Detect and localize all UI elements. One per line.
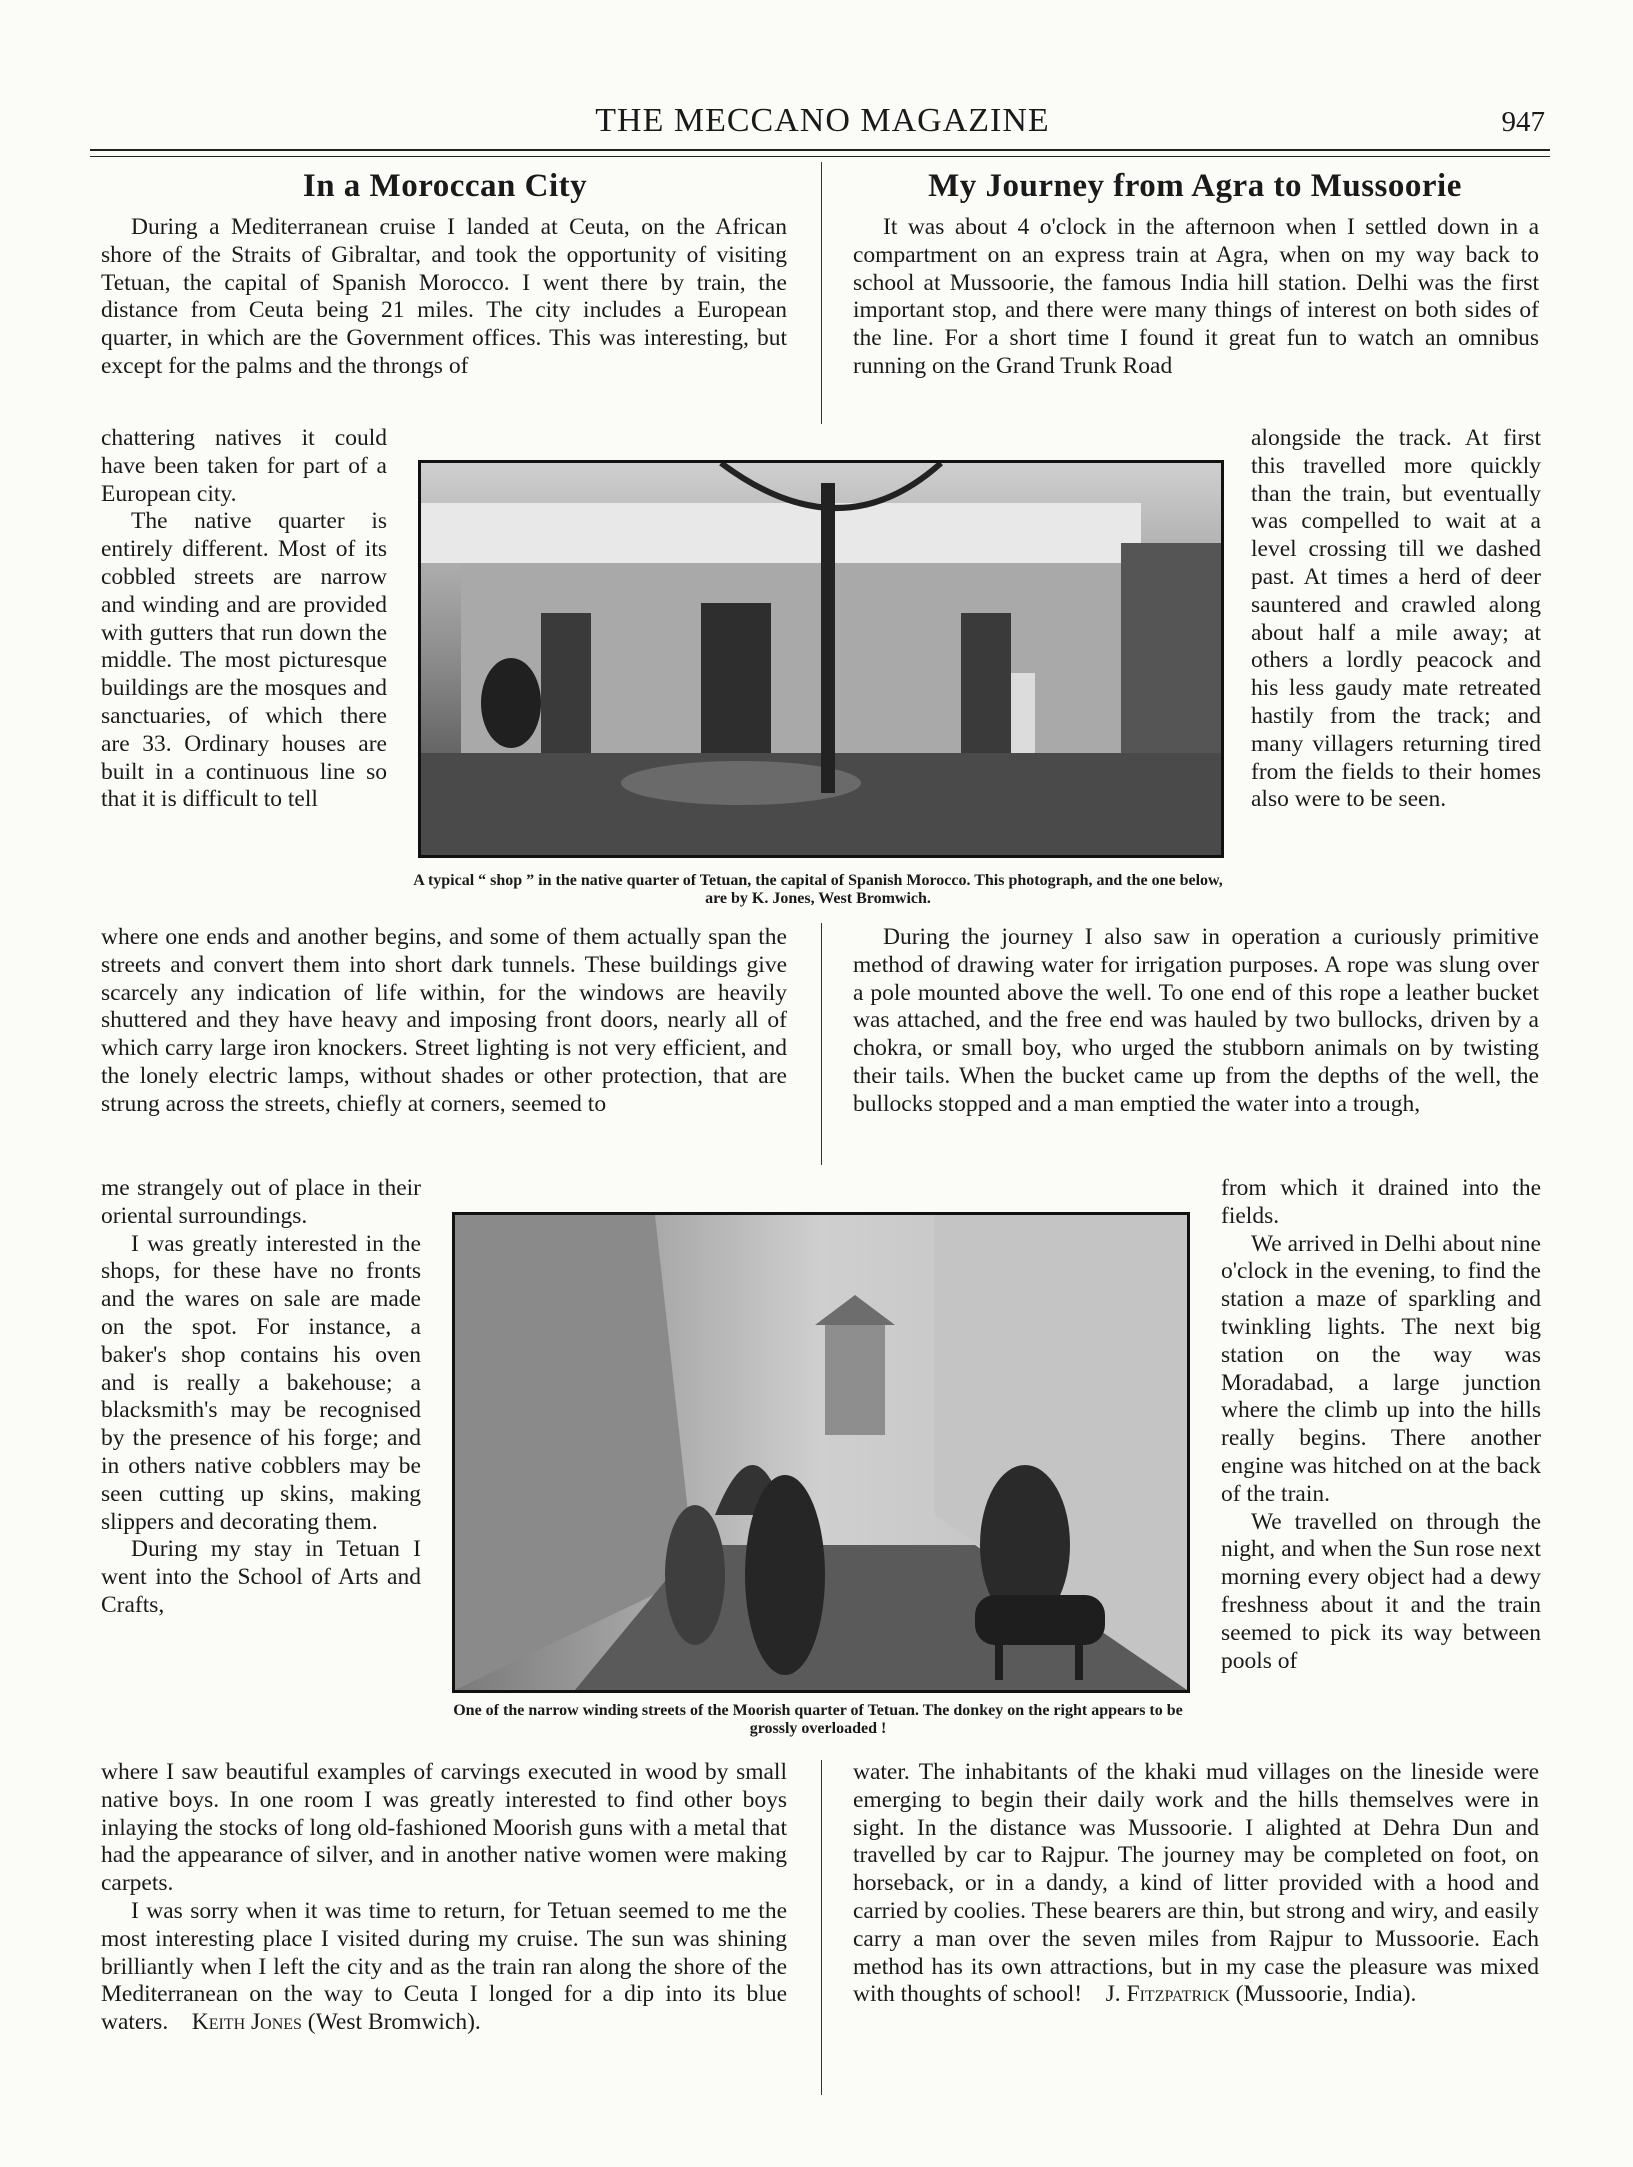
left-mid-text <box>101 924 787 1119</box>
right-paragraph-2b: from which it drained into the fields. <box>1221 1175 1541 1229</box>
right-mid-text <box>853 924 1539 1119</box>
left-paragraph-4b: where I saw beautiful examples of carvings executed in wood by small native boys. In one room I was greatly interested to find other boys inlaying the stocks of long old-fashioned Moorish guns with a metal that had the appearance of silver, and in another native women were making carpets. <box>101 1759 787 1897</box>
right-narrow-column-1 <box>1251 425 1541 814</box>
column-divider-bottom <box>821 1760 822 2095</box>
photo-street-caption: One of the narrow winding streets of the Moorish quarter of Tetuan. The donkey on the right appears to be grossly overloaded ! <box>453 1702 1183 1737</box>
left-author-name: Keith Jones <box>191 2009 302 2036</box>
magazine-title: THE MECCANO MAGAZINE <box>595 102 1050 139</box>
column-divider-middle <box>821 923 822 1165</box>
left-intro-text <box>101 214 787 381</box>
photo-shop-image <box>421 463 1221 855</box>
left-paragraph-5 <box>101 1898 787 2037</box>
photo-street-image <box>455 1215 1187 1690</box>
left-paragraph-5-text: I was sorry when it was time to return, for Tetuan seemed to me the most interesting place I visited during my cruise. The sun was shining brilliantly when I left the city and as the train ran along the shore of the Mediterranean on the way to Ceuta I longed for a dip into its blue waters. <box>101 1897 787 2036</box>
column-divider-top <box>821 162 822 424</box>
left-narrow-column-1 <box>101 425 387 814</box>
left-paragraph-2b: where one ends and another begins, and some of them actually span the streets and convert them into short dark tunnels. These buildings give scarcely any indication of life within, for the windows are heavily shuttered and they have heavy and imposing front doors, nearly all of which carry large iron knockers. Street lighting is not very efficient, and the lonely electric lamps, without shades or other protection, that are strung across the streets, chiefly at corners, seemed to <box>101 924 787 1117</box>
right-paragraph-1b: alongside the track. At first this travelled more quickly than the train, but eventually was compelled to wait at a level crossing till we dashed past. At times a herd of deer sauntered and crawled along about half a mile away; at others a lordly peacock and his less gaudy mate retreated hastily from the track; and many villagers returning tired from the fields to their homes also were to be seen. <box>1251 425 1541 813</box>
left-paragraph-1b: chattering natives it could have been taken for part of a European city. <box>101 425 387 507</box>
left-author-place: (West Bromwich). <box>307 2009 481 2036</box>
photo-shop-caption: A typical “ shop ” in the native quarter of Tetuan, the capital of Spanish Morocco. This photograph, and the one below, are by K. Jones, West Bromwich. <box>413 872 1223 907</box>
left-narrow-column-2 <box>101 1175 421 1620</box>
left-paragraph-1a: During a Mediterranean cruise I landed at Ceuta, on the African shore of the Straits of Gibraltar, and took the opportunity of visiting Tetuan, the capital of Spanish Morocco. I went there by train, the distance from Ceuta being 21 miles. The city includes a European quarter, in which are the Government offices. This was interesting, but except for the palms and the throngs of <box>101 214 787 379</box>
right-intro-text <box>853 214 1539 381</box>
page-header <box>90 102 1555 146</box>
photo-shop-tetuan <box>418 460 1224 858</box>
photo-street-tetuan <box>452 1212 1190 1693</box>
left-paragraph-4a: During my stay in Tetuan I went into the School of Arts and Crafts, <box>101 1536 421 1618</box>
left-paragraph-3: I was greatly interested in the shops, for these have no fronts and the wares on sale are made on the spot. For instance, a baker's shop contains his oven and is really a bakehouse; a blacksmith's may be recognised by the presence of his forge; and in others native cobblers may be seen cutting up skins, making slippers and decorating them. <box>101 1230 421 1535</box>
right-paragraph-4b <box>853 1759 1539 2009</box>
left-paragraph-2c: me strangely out of place in their oriental surroundings. <box>101 1175 421 1229</box>
right-paragraph-1a: It was about 4 o'clock in the afternoon when I settled down in a compartment on an express train at Agra, when on my way back to school at Mussoorie, the famous India hill station. Delhi was the first important stop, and there were many things of interest on both sides of the line. For a short time I found it great fun to watch an omnibus running on the Grand Trunk Road <box>853 214 1539 379</box>
right-paragraph-4b-text: water. The inhabitants of the khaki mud villages on the lineside were emerging to begin their daily work and the hills themselves were in sight. In the distance was Mussoorie. I alighted at Dehra Dun and travelled by car to Rajpur. The journey may be completed on foot, on horseback, or in a dandy, a kind of litter provided with a hood and carried by coolies. These bearers are thin, but strong and wiry, and easily carry a man over the seven miles from Rajpur to Mussoorie. Each method has its own attractions, but in my case the pleasure was mixed with thoughts of school! <box>853 1759 1539 2008</box>
right-narrow-column-2 <box>1221 1175 1541 1675</box>
right-paragraph-2a: During the journey I also saw in operation a curiously primitive method of drawing water for irrigation purposes. A rope was slung over a pole mounted above the well. To one end of this rope a leather bucket was attached, and the free end was hauled by two bullocks, driven by a chokra, or small boy, who urged the stubborn animals on by twisting their tails. When the bucket came up from the depths of the well, the bullocks stopped and a man emptied the water into a trough, <box>853 924 1539 1117</box>
page-number: 947 <box>1501 106 1545 138</box>
left-article-title: In a Moroccan City <box>302 168 588 204</box>
right-bottom-text <box>853 1759 1539 2009</box>
header-rule-thin <box>90 156 1550 157</box>
left-paragraph-2a: The native quarter is entirely different. Most of its cobbled streets are narrow and winding and are provided with gutters that run down the middle. The most picturesque buildings are the mosques and sanctuaries, of which there are 33. Ordinary houses are built in a continuous line so that it is difficult to tell <box>101 508 387 813</box>
right-paragraph-3: We arrived in Delhi about nine o'clock in the evening, to find the station a maze of sparkling and twinkling lights. The next big station on the way was Moradabad, a large junction where the climb up into the hills really begins. There another engine was hitched on at the back of the train. <box>1221 1230 1541 1507</box>
right-author-name: J. Fitzpatrick <box>1105 1981 1230 2008</box>
right-paragraph-4a: We travelled on through the night, and when the Sun rose next morning every object had a dewy freshness about it and the train seemed to pick its way between pools of <box>1221 1508 1541 1674</box>
right-author-place: (Mussoorie, India). <box>1235 1981 1417 2008</box>
header-rule-thick <box>90 149 1550 151</box>
right-article-title: My Journey from Agra to Mussoorie <box>928 168 1462 204</box>
left-bottom-text <box>101 1759 787 2037</box>
